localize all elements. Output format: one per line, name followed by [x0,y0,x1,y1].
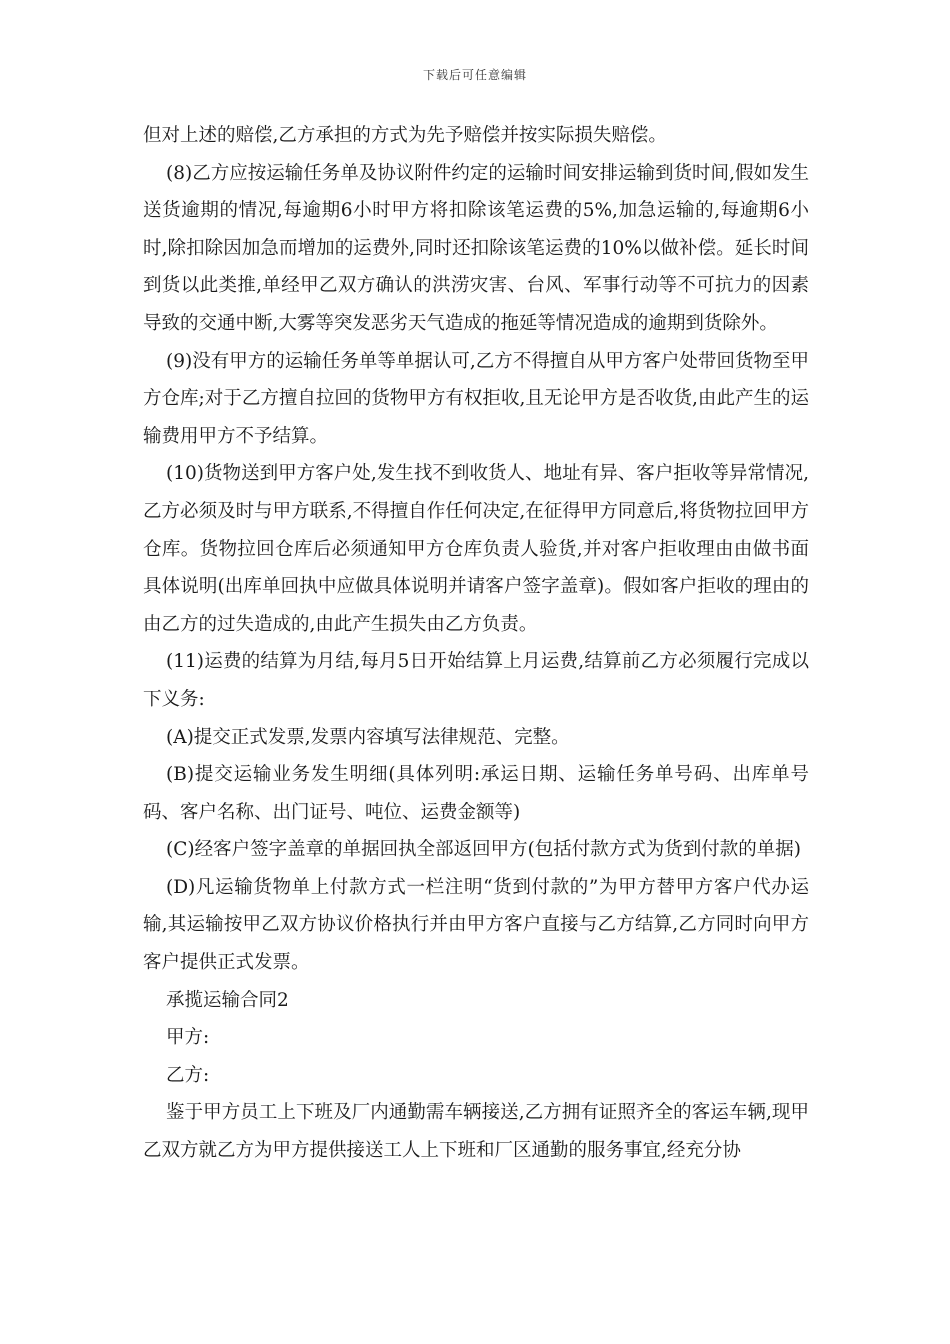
paragraph-item-a: (A)提交正式发票,发票内容填写法律规范、完整。 [166,726,570,748]
section-title: 承揽运输合同2 [166,989,289,1011]
party-a-line: 甲方: [166,1027,210,1049]
paragraph-preamble: 鉴于甲方员工上下班及厂内通勤需车辆接送,乙方拥有证照齐全的客运车辆,现甲乙双方就乙方为甲方提供接送工人上下班和厂区通勤的服务事宜,经充分协 [143,1102,809,1162]
paragraph-clause-9: (9)没有甲方的运输任务单等单据认可,乙方不得擅自从甲方客户处带回货物至甲方仓库;对于乙方擅自拉回的货物甲方有权拒收,且无论甲方是否收货,由此产生的运输费用甲方不予结算。 [143,350,809,447]
paragraph-continuation: 但对上述的赔偿,乙方承担的方式为先予赔偿并按实际损失赔偿。 [143,125,667,146]
party-b-line: 乙方: [166,1064,210,1086]
document-body [143,117,809,1170]
paragraph-clause-11: (11)运费的结算为月结,每月5日开始结算上月运费,结算前乙方必须履行完成以下义务: [143,651,809,710]
paragraph-item-c: (C)经客户签字盖章的单据回执全部返回甲方(包括付款方式为货到付款的单据) [166,839,802,861]
paragraph-clause-10: (10)货物送到甲方客户处,发生找不到收货人、地址有异、客户拒收等异常情况,乙方必须及时与甲方联系,不得擅自作任何决定,在征得甲方同意后,将货物拉回甲方仓库。货物拉回仓库后必须通知甲方仓库负责人验货,并对客户拒收理由由做书面具体说明(出库单回执中应做具体说明并请客户签字盖章)。假如客户拒收的理由的由乙方的过失造成的,由此产生损失由乙方负责。 [143,463,809,635]
paragraph-item-b: (B)提交运输业务发生明细(具体列明:承运日期、运输任务单号码、出库单号码、客户名称、出门证号、吨位、运费金额等) [143,764,809,823]
paragraph-item-d: (D)凡运输货物单上付款方式一栏注明“货到付款的”为甲方替甲方客户代办运输,其运输按甲乙双方协议价格执行并由甲方客户直接与乙方结算,乙方同时向甲方客户提供正式发票。 [143,876,809,974]
paragraph-clause-8: (8)乙方应按运输任务单及协议附件约定的运输时间安排运输到货时间,假如发生送货逾期的情况,每逾期6小时甲方将扣除该笔运费的5%,加急运输的,每逾期6小时,除扣除因加急而增加的运费外,同时还扣除该笔运费的10%以做补偿。延长时间到货以此类推,单经甲乙双方确认的洪涝灾害、台风、军事行动等不可抗力的因素导致的交通中断,大雾等突发恶劣天气造成的拖延等情况造成的逾期到货除外。 [143,162,809,334]
page-header: 下载后可任意编辑 [422,68,527,82]
